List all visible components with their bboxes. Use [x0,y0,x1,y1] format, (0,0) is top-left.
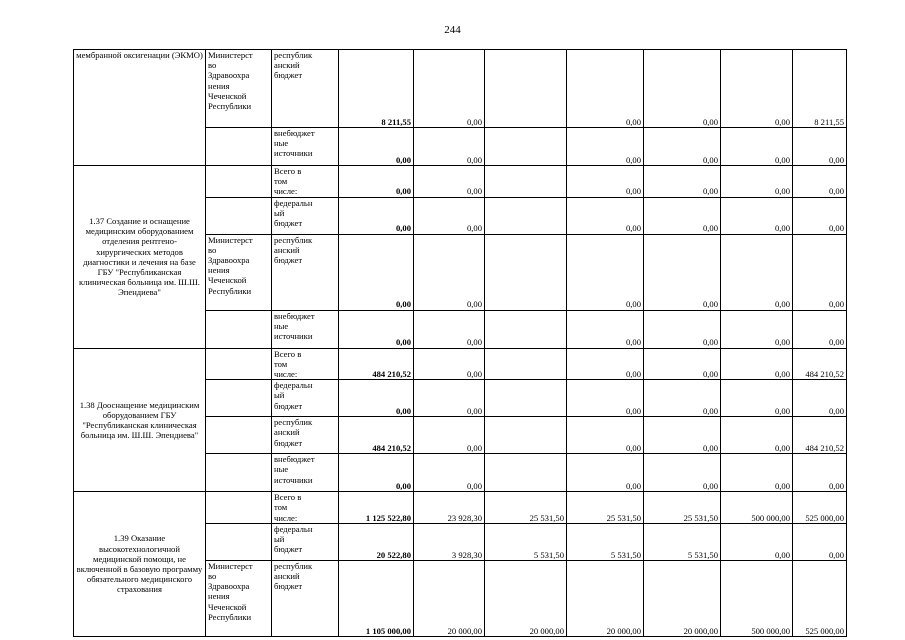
value-cell-y3: 0,00 [567,380,644,417]
value-cell-y5: 0,00 [721,197,793,234]
total-cell: 0,00 [339,166,414,198]
funding-source-cell: Всего в том числе: [272,492,339,524]
value-cell-y3: 0,00 [567,454,644,492]
measure-name-cell: 1.38 Дооснащение медицинским оборудованием ГБУ "Республиканская клиническая больница им. Ш.Ш. Эпендиева" [74,348,206,492]
funding-source-cell: федеральн ый бюджет [272,380,339,417]
value-cell-y6: 0,00 [793,454,847,492]
value-cell-y6: 0,00 [793,197,847,234]
total-cell: 0,00 [339,310,414,348]
value-cell-y4: 0,00 [644,454,721,492]
value-cell-y5: 0,00 [721,417,793,454]
funding-source-cell: республик анский бюджет [272,50,339,128]
value-cell-y3: 0,00 [567,197,644,234]
funding-source-cell: Всего в том числе: [272,166,339,198]
value-cell-y3: 0,00 [567,234,644,310]
value-cell-y1: 3 928,30 [414,523,485,560]
executor-cell [206,523,272,560]
table-row [74,492,847,524]
funding-source-cell: федеральн ый бюджет [272,523,339,560]
total-cell: 0,00 [339,380,414,417]
executor-cell [206,197,272,234]
value-cell-y2 [485,50,567,128]
value-cell-y1: 0,00 [414,454,485,492]
value-cell-y4: 0,00 [644,417,721,454]
executor-cell: Министерст во Здравоохра нения Чеченской Республики [206,560,272,636]
value-cell-y5: 0,00 [721,523,793,560]
value-cell-y6: 525 000,00 [793,492,847,524]
value-cell-y5: 500 000,00 [721,560,793,636]
total-cell: 20 522,80 [339,523,414,560]
total-cell: 0,00 [339,197,414,234]
value-cell-y3: 0,00 [567,166,644,198]
value-cell-y2: 20 000,00 [485,560,567,636]
total-cell: 0,00 [339,128,414,166]
executor-cell [206,310,272,348]
executor-cell [206,348,272,380]
executor-cell: Министерст во Здравоохра нения Чеченской Республики [206,234,272,310]
measure-name-cell: 1.37 Создание и оснащение медицинским оборудованием отделения рентгено-хирургических методов диагностики и лечения на базе ГБУ "Республиканская клиническая больница им. Ш.Ш. Эпендиева" [74,166,206,349]
value-cell-y2 [485,380,567,417]
value-cell-y5: 0,00 [721,128,793,166]
value-cell-y1: 0,00 [414,380,485,417]
executor-cell [206,492,272,524]
value-cell-y1: 0,00 [414,128,485,166]
value-cell-y4: 0,00 [644,166,721,198]
table-row [74,50,847,128]
value-cell-y2 [485,348,567,380]
funding-source-cell: федеральн ый бюджет [272,197,339,234]
value-cell-y3: 0,00 [567,348,644,380]
value-cell-y2 [485,128,567,166]
value-cell-y3: 25 531,50 [567,492,644,524]
total-cell: 484 210,52 [339,348,414,380]
funding-source-cell: Всего в том числе: [272,348,339,380]
funding-source-cell: республик анский бюджет [272,234,339,310]
value-cell-y2 [485,234,567,310]
measure-name-cell: мембранной оксигенации (ЭКМО) [74,50,206,166]
value-cell-y6: 8 211,55 [793,50,847,128]
value-cell-y1: 0,00 [414,166,485,198]
value-cell-y3: 0,00 [567,417,644,454]
value-cell-y6: 0,00 [793,234,847,310]
value-cell-y1: 0,00 [414,417,485,454]
executor-cell [206,128,272,166]
value-cell-y5: 0,00 [721,348,793,380]
value-cell-y6: 0,00 [793,310,847,348]
executor-cell [206,454,272,492]
value-cell-y5: 0,00 [721,454,793,492]
funding-source-cell: республик анский бюджет [272,560,339,636]
value-cell-y4: 0,00 [644,50,721,128]
value-cell-y1: 0,00 [414,310,485,348]
value-cell-y6: 484 210,52 [793,417,847,454]
value-cell-y2 [485,310,567,348]
total-cell: 0,00 [339,234,414,310]
executor-cell [206,417,272,454]
total-cell: 484 210,52 [339,417,414,454]
value-cell-y2 [485,197,567,234]
value-cell-y5: 0,00 [721,380,793,417]
value-cell-y1: 0,00 [414,197,485,234]
value-cell-y1: 20 000,00 [414,560,485,636]
value-cell-y4: 0,00 [644,380,721,417]
measure-name-cell: 1.39 Оказание высокотехнологичной медицинской помощи, не включенной в базовую программу обязательного медицинского страхования [74,492,206,637]
total-cell: 8 211,55 [339,50,414,128]
value-cell-y4: 0,00 [644,197,721,234]
funding-source-cell: внебюджет ные источники [272,454,339,492]
value-cell-y3: 0,00 [567,128,644,166]
value-cell-y5: 0,00 [721,310,793,348]
value-cell-y2 [485,417,567,454]
value-cell-y3: 0,00 [567,310,644,348]
value-cell-y1: 0,00 [414,50,485,128]
value-cell-y4: 5 531,50 [644,523,721,560]
executor-cell: Министерст во Здравоохра нения Чеченской Республики [206,50,272,128]
value-cell-y3: 0,00 [567,50,644,128]
value-cell-y1: 23 928,30 [414,492,485,524]
value-cell-y5: 500 000,00 [721,492,793,524]
value-cell-y3: 20 000,00 [567,560,644,636]
table-row [74,166,847,198]
value-cell-y6: 525 000,00 [793,560,847,636]
value-cell-y1: 0,00 [414,348,485,380]
value-cell-y6: 0,00 [793,523,847,560]
value-cell-y5: 0,00 [721,50,793,128]
value-cell-y5: 0,00 [721,166,793,198]
executor-cell [206,380,272,417]
value-cell-y6: 484 210,52 [793,348,847,380]
value-cell-y6: 0,00 [793,166,847,198]
value-cell-y1: 0,00 [414,234,485,310]
value-cell-y4: 20 000,00 [644,560,721,636]
executor-cell [206,166,272,198]
budget-table [73,49,847,637]
value-cell-y6: 0,00 [793,380,847,417]
value-cell-y2 [485,166,567,198]
value-cell-y4: 0,00 [644,348,721,380]
total-cell: 0,00 [339,454,414,492]
total-cell: 1 105 000,00 [339,560,414,636]
value-cell-y4: 0,00 [644,234,721,310]
value-cell-y4: 0,00 [644,128,721,166]
value-cell-y4: 0,00 [644,310,721,348]
total-cell: 1 125 522,80 [339,492,414,524]
funding-source-cell: республик анский бюджет [272,417,339,454]
value-cell-y4: 25 531,50 [644,492,721,524]
value-cell-y3: 5 531,50 [567,523,644,560]
value-cell-y5: 0,00 [721,234,793,310]
value-cell-y2: 25 531,50 [485,492,567,524]
page-number: 244 [444,24,461,36]
funding-source-cell: внебюджет ные источники [272,310,339,348]
value-cell-y2: 5 531,50 [485,523,567,560]
funding-source-cell: внебюджет ные источники [272,128,339,166]
value-cell-y2 [485,454,567,492]
table-row [74,348,847,380]
value-cell-y6: 0,00 [793,128,847,166]
